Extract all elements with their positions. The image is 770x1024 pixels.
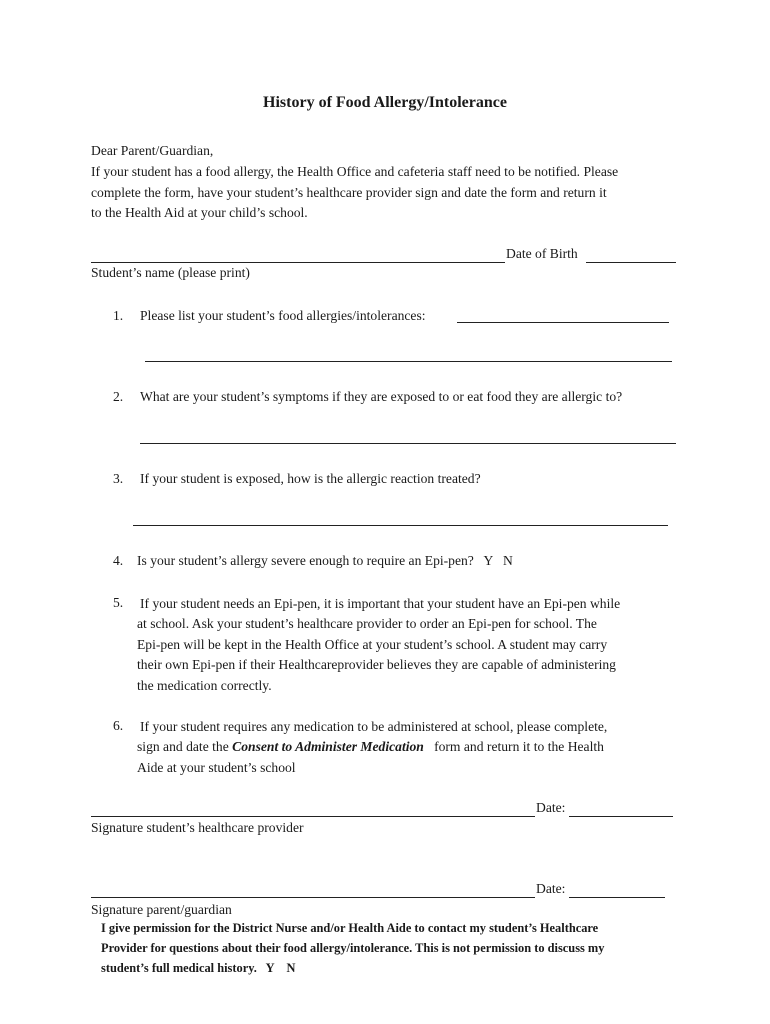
q6-line-2-post: form and return it to the Health <box>423 739 604 754</box>
student-name-label: Student’s name (please print) <box>91 265 250 280</box>
intro-line-3: to the Health Aid at your child’s school. <box>91 205 308 220</box>
q5-line-5: the medication correctly. <box>137 678 272 693</box>
q5-line-1: If your student needs an Epi-pen, it is important that your student have an Epi-pen while <box>140 596 621 611</box>
provider-date-label: Date: <box>536 800 566 815</box>
q6-line-1: If your student requires any medication to be administered at school, please complete, <box>140 719 608 734</box>
q5-number: 5. <box>113 595 124 610</box>
q6-line-2-pre: sign and date the <box>137 739 233 754</box>
provider-date-field[interactable] <box>569 816 673 817</box>
q3-text: If your student is exposed, how is the allergic reaction treated? <box>140 471 481 486</box>
q4-text: Is your student’s allergy severe enough to require an Epi-pen? Y N <box>137 553 513 568</box>
q2-text: What are your student’s symptoms if they are exposed to or eat food they are allergic to? <box>140 389 623 404</box>
provider-signature-field[interactable] <box>91 816 535 817</box>
q4-number: 4. <box>113 553 124 568</box>
q1-answer-field-1[interactable] <box>457 322 669 323</box>
q3-answer-field[interactable] <box>133 525 668 526</box>
permission-line-3: student’s full medical history. Y N <box>101 961 296 975</box>
provider-signature-label: Signature student’s healthcare provider <box>91 820 304 835</box>
consent-form-name: Consent to Administer Medication <box>232 739 424 754</box>
dob-label: Date of Birth <box>506 246 578 261</box>
q3-number: 3. <box>113 471 124 486</box>
q5-line-3: Epi-pen will be kept in the Health Office at your student’s school. A student may carry <box>137 637 608 652</box>
parent-signature-field[interactable] <box>91 897 535 898</box>
q5-line-4: their own Epi-pen if their Healthcareprovider believes they are capable of administering <box>137 657 616 672</box>
parent-signature-label: Signature parent/guardian <box>91 902 232 917</box>
intro-line-2: complete the form, have your student’s healthcare provider sign and date the form and return it <box>91 185 607 200</box>
q6-line-2 <box>137 737 604 758</box>
q1-answer-field-2[interactable] <box>145 361 672 362</box>
q5-line-2: at school. Ask your student’s healthcare provider to order an Epi-pen for school. The <box>137 616 597 631</box>
q2-number: 2. <box>113 389 124 404</box>
permission-line-2: Provider for questions about their food allergy/intolerance. This is not permission to discuss my <box>101 941 605 955</box>
parent-date-field[interactable] <box>569 897 665 898</box>
permission-line-1: I give permission for the District Nurse and/or Health Aide to contact my student’s Healthcare <box>101 921 599 935</box>
intro-line-1: If your student has a food allergy, the Health Office and cafeteria staff need to be notified. Please <box>91 164 619 179</box>
student-name-field[interactable] <box>91 262 505 263</box>
parent-date-label: Date: <box>536 881 566 896</box>
dob-field[interactable] <box>586 262 676 263</box>
q1-number: 1. <box>113 308 124 323</box>
q1-text: Please list your student’s food allergies/intolerances: <box>140 308 426 323</box>
q6-number: 6. <box>113 718 124 733</box>
q6-line-3: Aide at your student’s school <box>137 760 296 775</box>
q2-answer-field[interactable] <box>140 443 676 444</box>
form-title: History of Food Allergy/Intolerance <box>263 94 507 111</box>
greeting: Dear Parent/Guardian, <box>91 143 214 158</box>
